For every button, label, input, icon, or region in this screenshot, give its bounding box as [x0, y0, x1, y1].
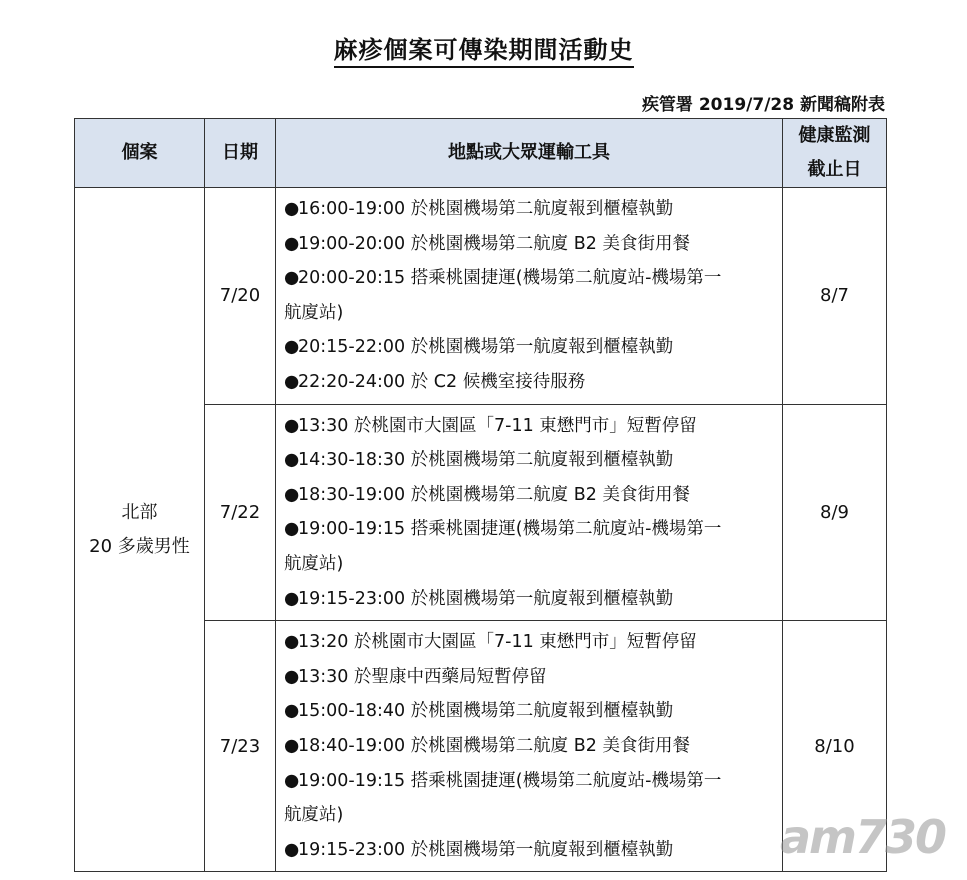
activity-item [284, 729, 782, 764]
document-title: 麻疹個案可傳染期間活動史 [0, 30, 967, 65]
activity-item [284, 660, 782, 695]
activity-text: 13:30 於聖康中西藥局短暫停留 [298, 666, 547, 687]
case-description: 20 多歲男性 [89, 535, 190, 557]
table-row [75, 188, 887, 405]
activity-item [284, 478, 782, 513]
date-cell: 7/20 [205, 188, 276, 405]
date-cell: 7/23 [205, 621, 276, 872]
header-health-line2: 截止日 [807, 159, 862, 180]
activities-cell [276, 621, 783, 872]
bullet-icon: ● [284, 666, 300, 687]
header-health-line1: 健康監測 [798, 125, 871, 146]
monitoring-end-date-cell: 8/9 [783, 404, 887, 621]
bullet-icon: ● [284, 450, 300, 471]
case-cell [75, 188, 205, 872]
bullet-icon: ● [284, 484, 300, 505]
activity-continuation: 航廈站) [284, 302, 344, 323]
activity-text: 20:00-20:15 搭乘桃園捷運(機場第二航廈站-機場第一 [298, 268, 722, 289]
bullet-icon: ● [284, 770, 300, 791]
bullet-icon: ● [284, 588, 300, 609]
header-health-monitoring [783, 119, 887, 188]
bullet-icon: ● [284, 415, 300, 436]
activities-cell [276, 404, 783, 621]
header-date: 日期 [205, 119, 276, 188]
bullet-icon: ● [284, 337, 300, 358]
activity-item [284, 833, 782, 868]
activity-text: 13:30 於桃園市大園區「7-11 東懋門市」短暫停留 [298, 415, 697, 436]
header-case: 個案 [75, 119, 205, 188]
header-location: 地點或大眾運輸工具 [276, 119, 783, 188]
bullet-icon: ● [284, 632, 300, 653]
case-region: 北部 [121, 501, 158, 523]
bullet-icon: ● [284, 371, 300, 392]
activity-item [284, 409, 782, 444]
activity-item [284, 192, 782, 227]
activity-table [74, 118, 887, 872]
bullet-icon: ● [284, 735, 300, 756]
activity-text: 18:40-19:00 於桃園機場第二航廈 B2 美食街用餐 [298, 735, 691, 756]
monitoring-end-date-cell: 8/7 [783, 188, 887, 405]
activity-item [284, 261, 782, 296]
activity-text: 15:00-18:40 於桃園機場第二航廈報到櫃檯執勤 [298, 701, 674, 722]
activity-item [284, 512, 782, 547]
activity-text: 16:00-19:00 於桃園機場第二航廈報到櫃檯執勤 [298, 199, 674, 219]
activity-text: 20:15-22:00 於桃園機場第一航廈報到櫃檯執勤 [298, 337, 674, 358]
bullet-icon: ● [284, 268, 300, 289]
source-note: 疾管署 2019/7/28 新聞稿附表 [641, 95, 885, 115]
activity-text: 19:00-20:00 於桃園機場第二航廈 B2 美食街用餐 [298, 233, 691, 254]
activity-item [284, 365, 782, 400]
activity-item [284, 443, 782, 478]
bullet-icon: ● [284, 701, 300, 722]
bullet-icon: ● [284, 233, 300, 254]
activity-continuation: 航廈站) [284, 553, 344, 574]
activity-continuation: 航廈站) [284, 805, 344, 826]
activity-text: 13:20 於桃園市大園區「7-11 東懋門市」短暫停留 [298, 632, 697, 653]
activity-text: 18:30-19:00 於桃園機場第二航廈 B2 美食街用餐 [298, 484, 691, 505]
activity-item [284, 330, 782, 365]
table-header-row [75, 119, 887, 188]
monitoring-end-date-cell: 8/10 [783, 621, 887, 872]
activity-text: 19:00-19:15 搭乘桃園捷運(機場第二航廈站-機場第一 [298, 519, 722, 540]
activity-item [284, 227, 782, 262]
activity-item [284, 764, 782, 799]
activity-item [284, 694, 782, 729]
activity-item [284, 582, 782, 617]
activity-text: 14:30-18:30 於桃園機場第二航廈報到櫃檯執勤 [298, 450, 674, 471]
activity-text: 19:15-23:00 於桃園機場第一航廈報到櫃檯執勤 [298, 588, 674, 609]
bullet-icon: ● [284, 199, 300, 219]
activity-text: 19:15-23:00 於桃園機場第一航廈報到櫃檯執勤 [298, 839, 674, 860]
date-cell: 7/22 [205, 404, 276, 621]
activities-cell [276, 188, 783, 405]
watermark-logo: am730 [780, 810, 945, 864]
activity-text: 19:00-19:15 搭乘桃園捷運(機場第二航廈站-機場第一 [298, 770, 722, 791]
bullet-icon: ● [284, 839, 300, 860]
activity-item [284, 625, 782, 660]
bullet-icon: ● [284, 519, 300, 540]
activity-text: 22:20-24:00 於 C2 候機室接待服務 [298, 371, 586, 392]
